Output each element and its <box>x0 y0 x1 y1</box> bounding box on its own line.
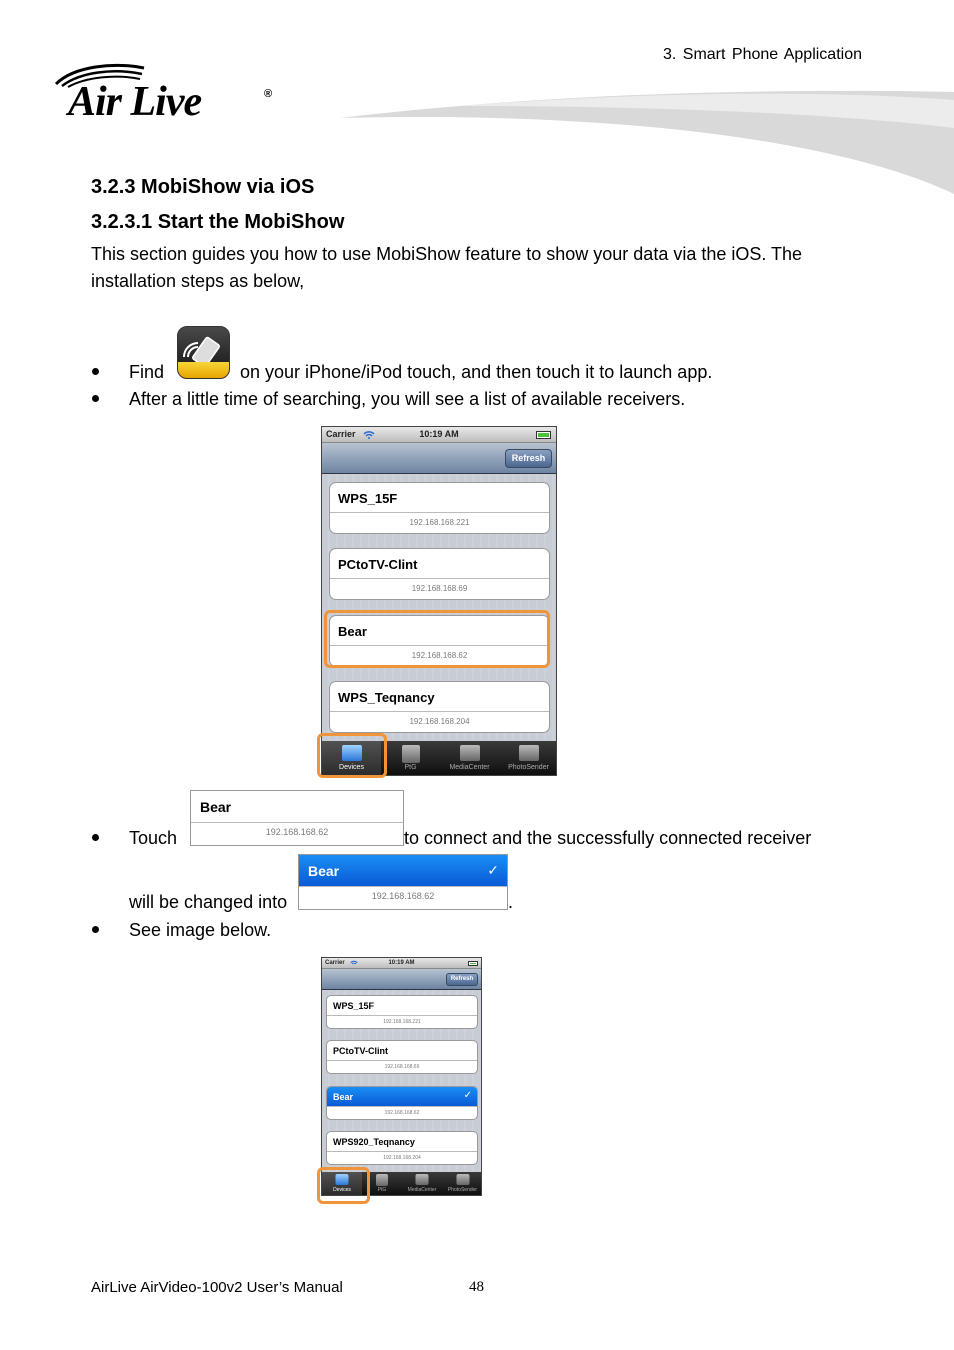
bullet-dot <box>92 834 99 841</box>
tab-ptg[interactable]: PtG <box>362 1172 402 1195</box>
receiver-ip: 192.168.168.62 <box>384 1110 420 1116</box>
receiver-name: PCtoTV-Clint <box>333 1046 388 1056</box>
carrier-label: Carrier <box>325 960 345 966</box>
find-description: on your iPhone/iPod touch, and then touch it to launch app. <box>240 362 713 382</box>
find-label: Find <box>129 362 165 382</box>
bullet-dot <box>92 395 99 402</box>
receiver-ip: 192.168.168.62 <box>265 827 329 837</box>
battery-icon <box>536 431 551 439</box>
receiver-name: PCtoTV-Clint <box>338 557 418 572</box>
tab-devices[interactable]: Devices <box>322 1172 362 1195</box>
receiver-name: Bear <box>338 624 367 639</box>
receiver-name: WPS_15F <box>333 1001 375 1011</box>
search-description: After a little time of searching, you will see a list of available receivers. <box>129 389 686 409</box>
tab-photosender[interactable]: PhotoSender <box>499 741 557 775</box>
airlive-logo <box>52 60 282 126</box>
status-bar <box>322 427 556 443</box>
mobishow-app-icon <box>177 326 230 379</box>
receiver-ip: 192.168.168.62 <box>371 891 435 901</box>
receiver-list-screenshot <box>321 426 557 776</box>
logo-registered-mark: ® <box>264 88 273 100</box>
tab-mediacenter[interactable]: MediaCenter <box>440 741 499 775</box>
receiver-ip: 192.168.168.221 <box>409 518 470 527</box>
page-number: 48 <box>469 1279 484 1295</box>
mediacenter-icon <box>460 745 480 761</box>
ptg-icon <box>376 1174 388 1186</box>
mediacenter-icon <box>416 1174 429 1185</box>
photosender-icon <box>456 1174 469 1185</box>
bear-cell-unselected[interactable] <box>190 790 404 846</box>
touch-label: Touch <box>129 828 178 848</box>
receiver-name: Bear <box>200 799 232 815</box>
devices-tab-highlight <box>317 733 387 778</box>
bear-highlight <box>324 610 550 668</box>
tab-photosender[interactable]: PhotoSender <box>442 1172 482 1195</box>
intro-paragraph: This section guides you how to use MobiShow feature to show your data via the iOS. The installation steps as below, <box>91 244 803 291</box>
clock: 10:19 AM <box>388 960 415 966</box>
receiver-cell[interactable] <box>326 1040 478 1074</box>
refresh-button[interactable]: Refresh <box>505 449 552 468</box>
receiver-ip: 192.168.168.221 <box>383 1019 421 1025</box>
tab-devices[interactable]: Devices <box>322 741 381 775</box>
connected-receiver-screenshot <box>321 957 482 1196</box>
touch-description: to connect and the successfully connected receiver <box>404 828 812 848</box>
receiver-cell[interactable] <box>326 1131 478 1165</box>
bullet-dot <box>92 926 99 933</box>
receiver-cell[interactable] <box>329 548 550 600</box>
changed-into-text: will be changed into <box>129 892 288 912</box>
receiver-name: WPS_15F <box>338 491 398 506</box>
tab-ptg[interactable]: PtG <box>381 741 440 775</box>
checkmark-icon: ✓ <box>463 1090 472 1101</box>
section-heading: 3.2.3 MobiShow via iOS <box>91 176 315 198</box>
receiver-cell-bear-selected[interactable] <box>326 1086 478 1120</box>
header-swoosh <box>340 88 954 198</box>
tab-mediacenter[interactable]: MediaCenter <box>402 1172 442 1195</box>
receiver-ip: 192.168.168.62 <box>411 651 468 660</box>
bear-cell-selected[interactable] <box>298 854 508 910</box>
photosender-icon <box>519 745 539 761</box>
receiver-cell[interactable] <box>329 482 550 534</box>
nav-bar <box>322 443 556 474</box>
logo-text: Air Live <box>68 79 202 125</box>
subsection-heading: 3.2.3.1 Start the MobiShow <box>91 211 345 233</box>
nav-bar <box>322 969 481 990</box>
clock: 10:19 AM <box>419 429 459 439</box>
changed-into-end: . <box>508 892 514 912</box>
receiver-name: WPS_Teqnancy <box>338 690 435 705</box>
receiver-ip: 192.168.168.204 <box>409 717 470 726</box>
checkmark-icon: ✓ <box>487 862 499 878</box>
devices-tab-highlight <box>317 1167 370 1204</box>
receiver-ip: 192.168.168.69 <box>411 584 468 593</box>
manual-title: AirLive AirVideo-100v2 User’s Manual <box>91 1279 343 1296</box>
ptg-icon <box>402 745 420 763</box>
receiver-ip: 192.168.168.69 <box>384 1064 420 1070</box>
receiver-name: Bear <box>333 1092 354 1102</box>
receiver-name: WPS920_Teqnancy <box>333 1137 415 1147</box>
see-below-text: See image below. <box>129 920 272 940</box>
receiver-ip: 192.168.168.204 <box>383 1155 421 1161</box>
chapter-title: 3. Smart Phone Application <box>662 46 862 63</box>
carrier-label: Carrier <box>326 429 356 439</box>
receiver-cell[interactable] <box>326 995 478 1029</box>
refresh-button[interactable]: Refresh <box>446 973 478 986</box>
bullet-dot <box>92 368 99 375</box>
status-bar <box>322 958 481 969</box>
battery-icon <box>468 961 478 966</box>
receiver-cell[interactable] <box>329 681 550 733</box>
receiver-name: Bear <box>308 863 340 879</box>
